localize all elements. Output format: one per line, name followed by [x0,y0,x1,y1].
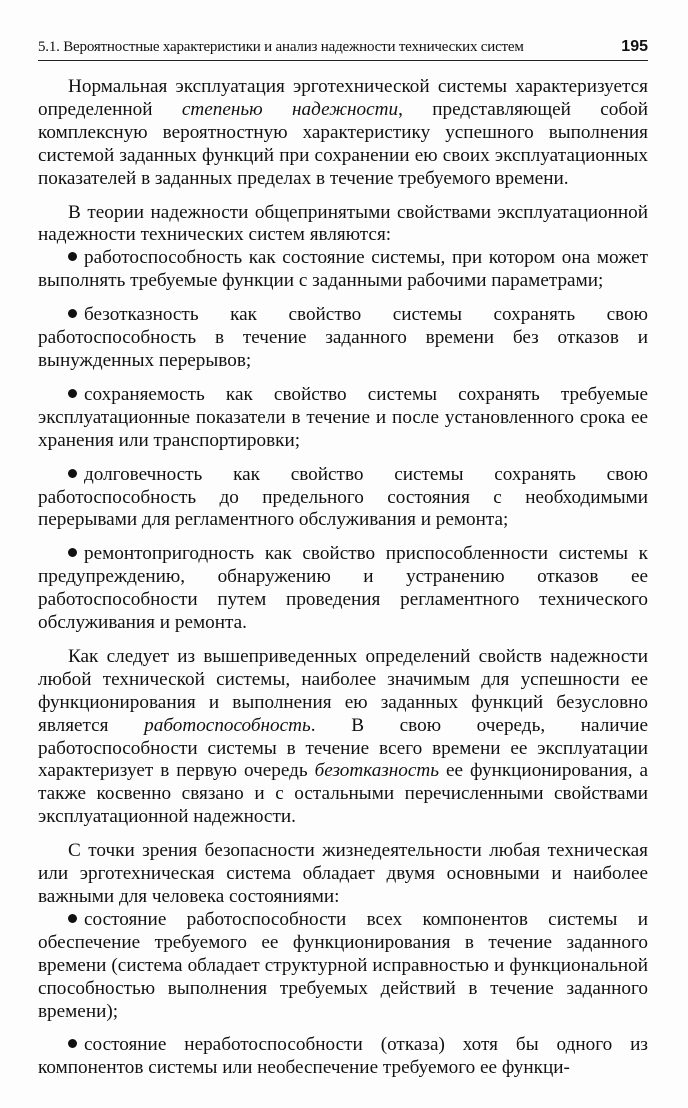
list-item-text: работоспособность как состояние системы, при котором она может выполнять требуемые функции с заданными рабочими параметрами; [38,247,648,292]
list-item [38,304,648,373]
list-item-text: состояние работоспособности всех компонентов системы и обеспечение требуемого ее функционирования в течение заданного времени (система обладает структурной исправностью и функциональной способностью выполнения требуемых действий в течение заданного времени); [38,908,648,1022]
bullet-icon [68,252,77,261]
bullet-icon [68,389,77,398]
bullet-icon [68,548,77,557]
bullet-icon [68,1039,77,1048]
emphasis-term: безотказность [314,760,439,782]
bullet-icon [68,914,77,923]
list-item [38,1034,648,1080]
list-item [38,543,648,635]
paragraph-text: , представляющей собой комплексную вероятностную характеристику успешного выполнения системой заданных функций при сохранении ею своих эксплуатационных показателей в заданных пределах в течение требуемого времени. [38,98,648,189]
paragraph-text: Нормальная эксплуатация эрготехнической системы характеризуется определенной [38,76,648,120]
list-item-text: сохраняемость как свойство системы сохранять требуемые эксплуатационные показатели в течение и после установленного срока ее хранения или транспортировки; [38,383,648,451]
paragraph-text: ее функционирования, а также косвенно связано и с остальными перечисленными свойствами эксплуатационной надежности. [38,760,649,828]
paragraph-text: Как следует из вышеприведенных определений свойств надежности любой технической системы, наиболее значимым для успешности ее функционирования и выполнения ею заданных функций безусловно является [38,645,648,736]
paragraph-conclusion [38,646,648,829]
list-item [38,247,648,293]
main-text [38,76,648,1080]
paragraph-states-lead: С точки зрения безопасности жизнедеятельности любая техническая или эрготехническая система обладает двумя основными и наиболее важными для человека состояниями: [38,840,648,907]
list-item [38,384,648,453]
list-item-text: долговечность как свойство системы сохранять свою работоспособность до предельного состояния с необходимыми перерывами для регламентного обслуживания и ремонта; [38,463,648,531]
paragraph-intro [38,76,648,191]
emphasis-term: работоспособность [144,714,311,736]
list-item-text: безотказность как свойство системы сохранять свою работоспособность в течение заданного времени без отказов и вынужденных перерывов; [38,304,648,371]
running-title: 5.1. Вероятностные характеристики и анализ надежности технических систем [38,39,524,55]
bullet-icon [68,469,77,478]
list-item [38,464,648,533]
paragraph-text: . В свою очередь, наличие работоспособности системы в течение всего времени ее эксплуатации характеризует в первую очередь [38,714,648,782]
page-number: 195 [621,38,648,55]
list-item-text: ремонтопригодность как свойство приспособленности системы к предупреждению, обнаружению и устранению отказов ее работоспособности путем проведения регламентного технического обслуживания и ремонта. [38,543,648,634]
running-header [38,36,648,61]
paragraph-properties-lead: В теории надежности общепринятыми свойствами эксплуатационной надежности технических систем являются: [38,201,648,246]
bullet-icon [68,309,77,318]
emphasis-term: степенью надежности [181,98,399,120]
list-item [38,909,648,1024]
list-item-text: состояние неработоспособности (отказа) хотя бы одного из компонентов системы или необеспечение требуемого ее функци- [38,1034,648,1079]
